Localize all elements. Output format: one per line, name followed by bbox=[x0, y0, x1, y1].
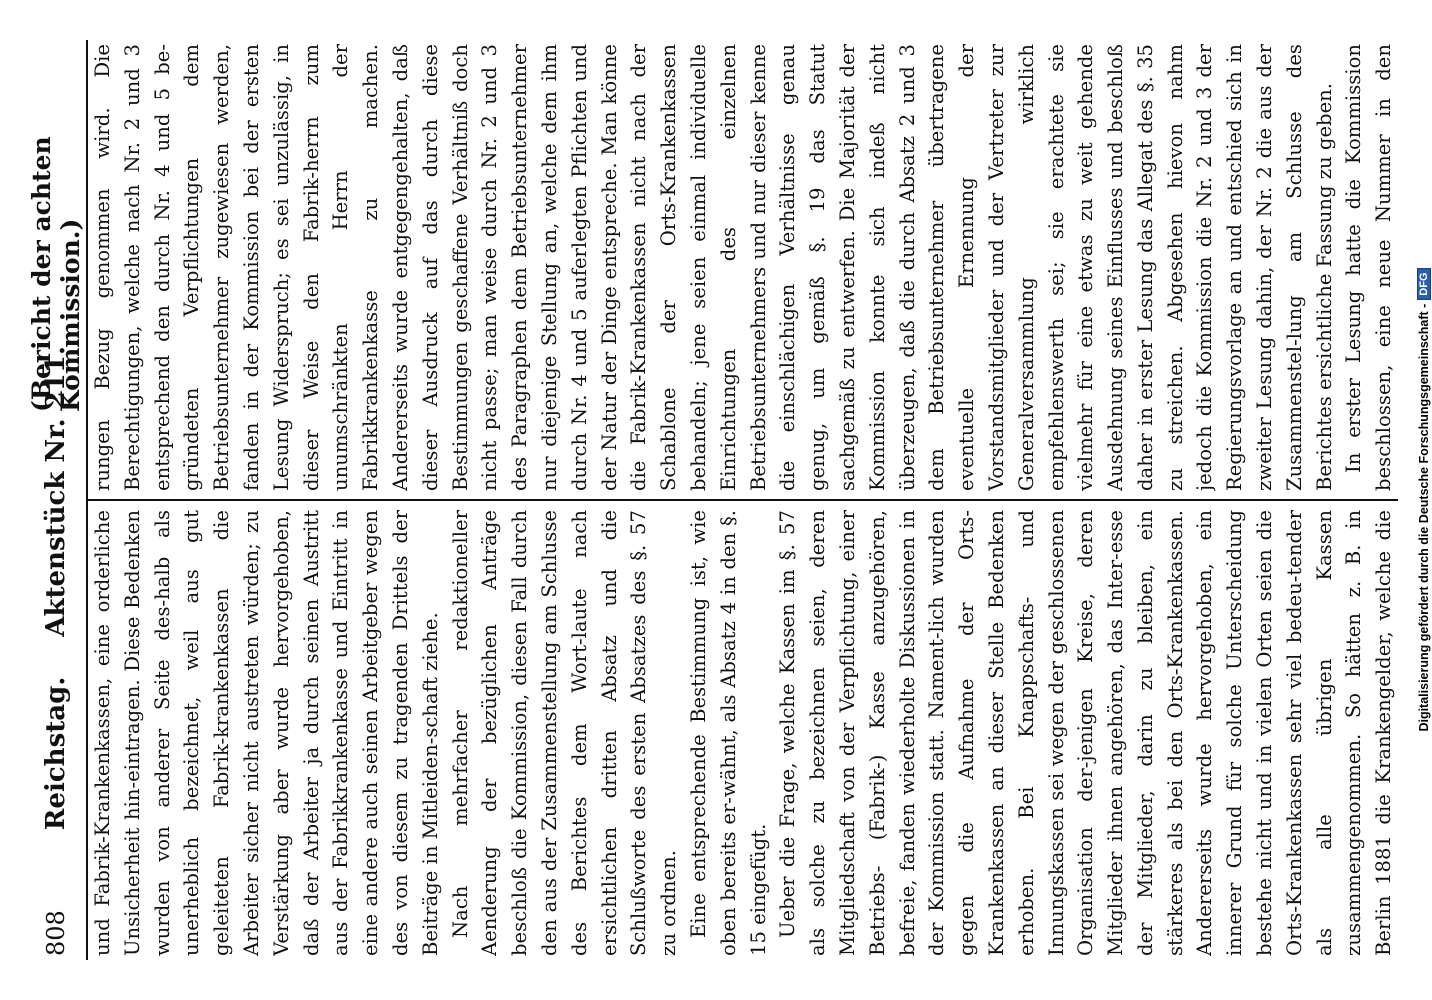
left-paragraph: Eine entsprechende Bestimmung ist, wie oben bereits er-wähnt, als Absatz 4 in den §. 15 eingefügt. bbox=[686, 510, 770, 956]
header-left bbox=[26, 346, 86, 956]
header-right-title: (Bericht der achten Kommission.) bbox=[27, 136, 85, 412]
digitization-credit bbox=[1408, 0, 1432, 1000]
right-paragraph: rungen Bezug genommen wird. Die Berechtigungen, welche nach Nr. 2 und 3 entsprechend den durch Nr. 4 und 5 be-gründeten Verpflichtungen dem Betriebsunternehmer zugewiesen werden, fanden in der Kommission bei der ersten Lesung Widerspruch; es sei unzulässig, in dieser Weise den Fabrik-herrn zum unumschränkten Herrn der Fabrikkrankenkasse zu machen. Andererseits wurde entgegengehalten, daß dieser Ausdruck auf das durch diese Bestimmungen geschaffene Verhältniß doch nicht passe; man weise durch Nr. 2 und 3 des Paragraphen dem Betriebsunternehmer nur diejenige Stellung an, welche dem ihm durch Nr. 4 und 5 auferlegten Pflichten und der Natur der Dinge entspreche. Man könne die Fabrik-Krankenkassen nicht nach der Schablone der Orts-Krankenkassen behandeln; jene seien einmal individuelle Einrichtungen des einzelnen Betriebsunternehmers und nur dieser kenne die einschlächigen Verhältnisse genau genug, um gemäß §. 19 das Statut sachgemäß zu entwerfen. Die Majorität der Kommission konnte sich indeß nicht überzeugen, daß die durch Absatz 2 und 3 dem Betriebsunternehmer übertragene eventuelle Ernennung der Vorstandsmitglieder und der Vertreter zur Generalversammlung wirklich empfehlenswerth sei; sie erachtete sie vielmehr für eine etwas zu weit gehende Ausdehnung seines Einflusses und beschloß daher in erster Lesung das Allegat des §. 35 zu streichen. Abgesehen hievon nahm jedoch die Kommission die Nr. 2 und 3 der Regierungsvorlage an und entschied sich in zweiter Lesung dahin, der Nr. 2 die aus der Zusammenstel-lung am Schlusse des Berichtes ersichtliche Fassung zu geben. bbox=[91, 44, 1336, 491]
right-paragraph: In erster Lesung hatte die Kommission beschlossen, eine neue Nummer in den bbox=[1342, 44, 1396, 491]
rotated-page bbox=[26, 40, 1406, 960]
left-column bbox=[88, 510, 1398, 956]
header-center-title: Aktenstück Nr. 211. bbox=[41, 346, 71, 637]
right-column bbox=[88, 44, 1398, 491]
page-number: 808 bbox=[42, 910, 70, 956]
dfg-logo: DFG bbox=[1417, 268, 1431, 299]
digitization-credit-strip bbox=[1400, 0, 1432, 1000]
left-paragraph: Nach mehrfacher redaktioneller Aenderung der bezüglichen Anträge beschloß die Kommission, diesen Fall durch den aus der Zusammenstellung am Schlusse des Berichtes dem Wort-laute nach ersichtlichen dritten Absatz und die Schlußworte des ersten Absatzes des §. 57 zu ordnen. bbox=[448, 510, 681, 956]
column-divider bbox=[88, 500, 1398, 502]
page-header bbox=[26, 40, 86, 960]
left-paragraph: und Fabrik-Krankenkassen, eine orderliche Unsicherheit hin-eintragen. Diese Bedenken wurden von anderer Seite des-halb als unerheblich bezeichnet, weil aus gut geleiteten Fabrik-krankenkassen die Arbeiter sicher nicht austreten würden; zu Verstärkung aber wurde hervorgehoben, daß der Arbeiter ja durch seinen Austritt aus der Fabrikkrankenkasse und Eintritt in eine andere auch seinen Arbeitgeber wegen des von diesem zu tragenden Drittels der Beiträge in Mitleiden-schaft ziehe. bbox=[91, 510, 442, 956]
credit-text: Digitalisierung gefördert durch die Deutsche Forschungsgemeinschaft - bbox=[1417, 303, 1431, 732]
left-paragraph: Ueber die Frage, welche Kassen im §. 57 als solche zu bezeichnen seien, deren Mitgliedschaft von der Verpflichtung, einer Betriebs- (Fabrik-) Kasse anzugehören, befreie, fanden wiederholte Diskussionen in der Kommission statt. Nament-lich wurden gegen die Aufnahme der Orts-Krankenkassen an dieser Stelle Bedenken erhoben. Bei Knappschafts- und Innungskassen sei wegen der geschlossenen Organisation der-jenigen Kreise, deren Mitglieder ihnen angehören, das Inter-esse der Mitglieder, darin zu bleiben, ein stärkeres als bei den Orts-Krankenkassen. Andererseits wurde hervorgehoben, ein innerer Grund für solche Unterscheidung bestehe nicht und in vielen Orten seien die Orts-Krankenkassen sehr viel bedeu-tender als alle übrigen Kassen zusammengenommen. So hätten z. B. in Berlin 1881 die Krankengelder, welche die bbox=[776, 510, 1396, 956]
header-left-title: Reichstag. bbox=[41, 676, 71, 831]
